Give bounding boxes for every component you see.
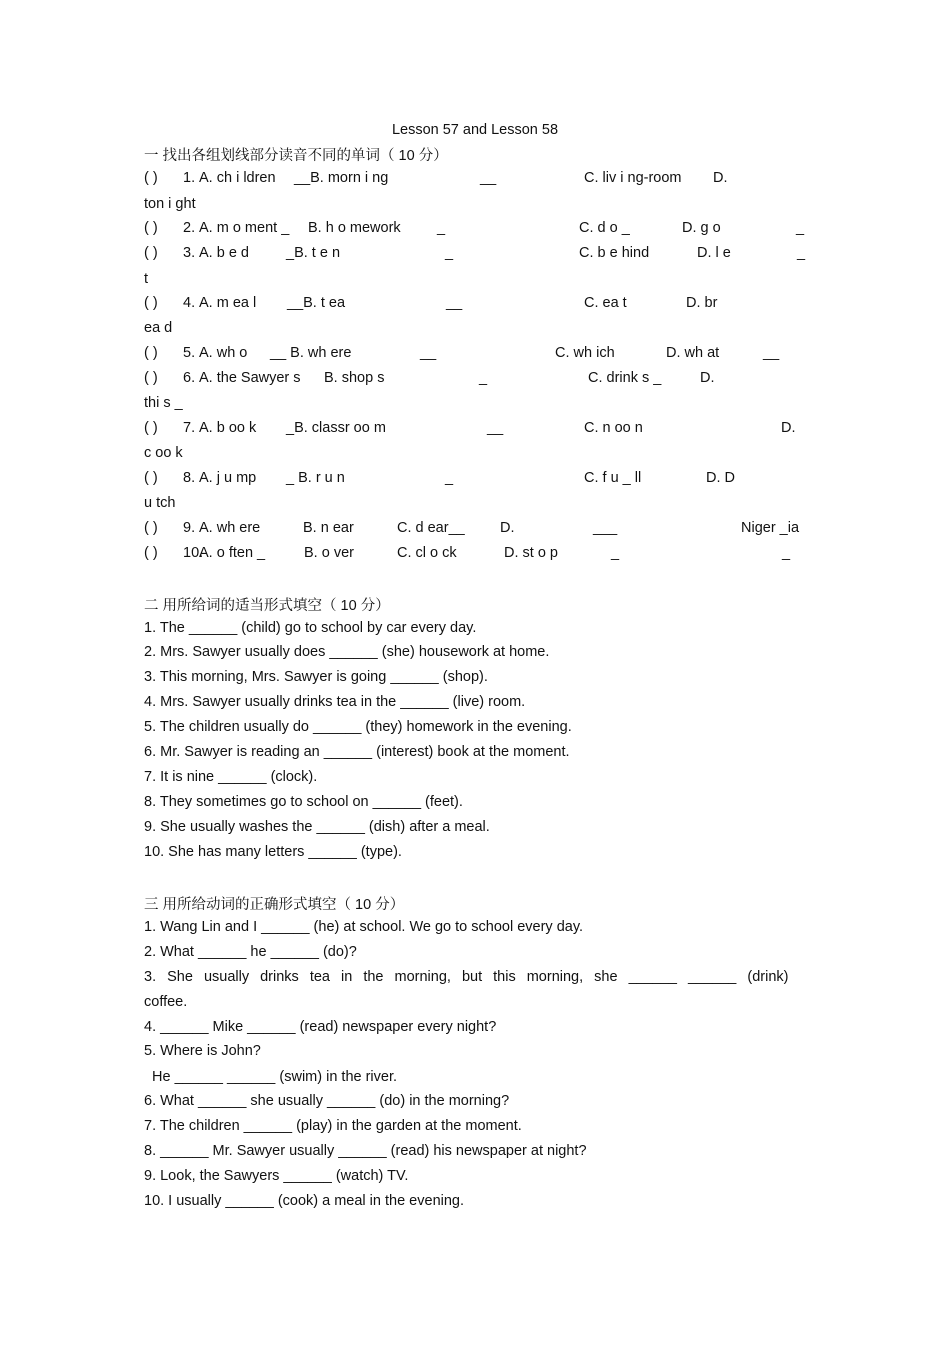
question-number: 8. — [183, 470, 196, 486]
option-d-continued: ea d — [144, 320, 173, 336]
option-a: A. wh o — [199, 345, 248, 361]
option-b: B. shop s — [324, 370, 385, 386]
option-a: A. m o ment _ — [199, 220, 290, 236]
option-c: C. wh ich — [555, 345, 615, 361]
fill-in-item: 2. Mrs. Sawyer usually does ______ (she) housework at home. — [144, 644, 550, 660]
option-b: _B. classr oo m — [286, 420, 386, 436]
option-c: C. liv i ng-room — [584, 170, 682, 186]
option-b: __B. t ea — [287, 295, 346, 311]
option-c: C. ea t — [584, 295, 627, 311]
fill-in-item: 8. They sometimes go to school on ______ (feet). — [144, 794, 463, 810]
verb-item: 9. Look, the Sawyers ______ (watch) TV. — [144, 1168, 409, 1184]
verb-item: 6. What ______ she usually ______ (do) in the morning? — [144, 1093, 510, 1109]
verb-item: 5. Where is John? — [144, 1043, 261, 1059]
verb-item-text: 3. She usually drinks tea in the morning, but this morning, she ______ ______ (drink) — [144, 969, 789, 985]
answer-paren[interactable]: ( ) — [144, 520, 158, 536]
option-d: D. — [781, 420, 796, 436]
option-d-continued: ton i ght — [144, 196, 196, 212]
fill-in-item: 6. Mr. Sawyer is reading an ______ (interest) book at the moment. — [144, 744, 570, 760]
fill-in-item: 10. She has many letters ______ (type). — [144, 844, 402, 860]
option-d: D. g o — [682, 220, 721, 236]
fill-in-item: 9. She usually washes the ______ (dish) after a meal. — [144, 819, 490, 835]
option-b: B. n ear — [303, 520, 354, 536]
option-d-continued: u tch — [144, 495, 176, 511]
option-d: D. — [713, 170, 728, 186]
option-b-blank: _ — [437, 220, 446, 236]
option-c: C. b e hind — [579, 245, 650, 261]
option-a: A. wh ere — [199, 520, 261, 536]
option-c: C. f u _ ll — [584, 470, 642, 486]
question-number: 1. — [183, 170, 196, 186]
option-d-word: Niger _ia — [741, 520, 800, 536]
option-b: B. o ver — [304, 545, 354, 561]
question-number: 6. — [183, 370, 196, 386]
option-b: __ B. wh ere — [270, 345, 352, 361]
verb-item: 8. ______ Mr. Sawyer usually ______ (read) his newspaper at night? — [144, 1143, 587, 1159]
answer-paren[interactable]: ( ) — [144, 545, 158, 561]
option-d: D. st o p — [504, 545, 558, 561]
verb-item: 7. The children ______ (play) in the garden at the moment. — [144, 1118, 522, 1134]
answer-paren[interactable]: ( ) — [144, 420, 158, 436]
option-b-blank: __ — [480, 170, 497, 186]
option-d: D. br — [686, 295, 718, 311]
option-a: A. the Sawyer s — [199, 370, 301, 386]
option-d: D. wh at — [666, 345, 720, 361]
option-a: A. b e d — [199, 245, 249, 261]
verb-item-continued: coffee. — [144, 994, 188, 1010]
option-b-blank: _ — [479, 370, 488, 386]
section3-heading: 三 用所给动词的正确形式填空（ 10 分） — [144, 897, 405, 913]
answer-paren[interactable]: ( ) — [144, 345, 158, 361]
question-number: 2. — [183, 220, 196, 236]
answer-paren[interactable]: ( ) — [144, 220, 158, 236]
verb-item — [144, 969, 792, 985]
option-d-blank: _ — [796, 220, 805, 236]
option-d-blank-2: _ — [782, 545, 791, 561]
answer-paren[interactable]: ( ) — [144, 170, 158, 186]
option-d-blank: _ — [611, 545, 620, 561]
option-c: C. d ear__ — [397, 520, 465, 536]
option-d: D. D — [706, 470, 735, 486]
fill-in-item: 4. Mrs. Sawyer usually drinks tea in the ______ (live) room. — [144, 694, 526, 710]
option-c: C. cl o ck — [397, 545, 457, 561]
question-number: 5. — [183, 345, 196, 361]
verb-item: 1. Wang Lin and I ______ (he) at school. We go to school every day. — [144, 919, 584, 935]
option-b: __B. morn i ng — [294, 170, 389, 186]
option-b-blank: __ — [487, 420, 504, 436]
page-title: Lesson 57 and Lesson 58 — [391, 122, 559, 138]
option-d: D. l e — [697, 245, 731, 261]
answer-paren[interactable]: ( ) — [144, 295, 158, 311]
answer-paren[interactable]: ( ) — [144, 470, 158, 486]
option-a: A. j u mp — [199, 470, 257, 486]
verb-item: 10. I usually ______ (cook) a meal in the evening. — [144, 1193, 465, 1209]
option-b: B. h o mework — [308, 220, 401, 236]
option-c: C. d o _ — [579, 220, 630, 236]
option-b-blank: __ — [420, 345, 437, 361]
verb-item: 2. What ______ he ______ (do)? — [144, 944, 357, 960]
option-a: A. o ften _ — [199, 545, 266, 561]
option-d-continued: c oo k — [144, 445, 183, 461]
option-c: C. n oo n — [584, 420, 643, 436]
section2-heading: 二 用所给词的适当形式填空（ 10 分） — [144, 598, 390, 614]
question-number: 9. — [183, 520, 196, 536]
option-d-blank: _ — [797, 245, 806, 261]
section1-heading: 一 找出各组划线部分读音不同的单词（ 10 分） — [144, 148, 448, 164]
fill-in-item: 3. This morning, Mrs. Sawyer is going ______ (shop). — [144, 669, 488, 685]
question-number: 10. — [183, 545, 204, 561]
fill-in-item: 5. The children usually do ______ (they) homework in the evening. — [144, 719, 572, 735]
option-b-blank: _ — [445, 245, 454, 261]
question-number: 4. — [183, 295, 196, 311]
option-a: A. ch i ldren — [199, 170, 276, 186]
option-d-blank: ___ — [593, 520, 618, 536]
fill-in-item: 1. The ______ (child) go to school by car every day. — [144, 620, 477, 636]
option-b-blank: _ — [445, 470, 454, 486]
option-c: C. drink s _ — [588, 370, 662, 386]
option-d-continued: t — [144, 271, 149, 287]
option-d: D. — [700, 370, 715, 386]
verb-item: 4. ______ Mike ______ (read) newspaper every night? — [144, 1019, 497, 1035]
option-d-blank: __ — [763, 345, 780, 361]
option-d: D. — [500, 520, 515, 536]
fill-in-item: 7. It is nine ______ (clock). — [144, 769, 318, 785]
option-b: _B. t e n — [286, 245, 341, 261]
answer-paren[interactable]: ( ) — [144, 245, 158, 261]
option-b-blank: __ — [446, 295, 463, 311]
verb-item-answer-line: He ______ ______ (swim) in the river. — [152, 1069, 398, 1085]
option-a: A. m ea l — [199, 295, 257, 311]
answer-paren[interactable]: ( ) — [144, 370, 158, 386]
option-d-continued: thi s _ — [144, 395, 183, 411]
question-number: 7. — [183, 420, 196, 436]
option-a: A. b oo k — [199, 420, 257, 436]
option-b: _ B. r u n — [286, 470, 345, 486]
question-number: 3. — [183, 245, 196, 261]
